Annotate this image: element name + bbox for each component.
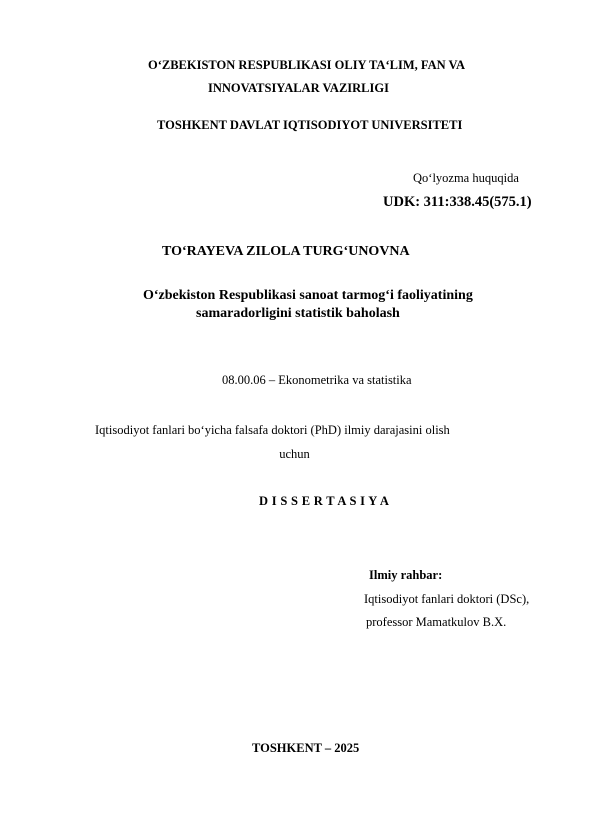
university-name: TOSHKENT DAVLAT IQTISODIYOT UNIVERSITETI: [157, 118, 463, 132]
ministry-line-1: O‘ZBEKISTON RESPUBLIKASI OLIY TA‘LIM, FAN VA: [148, 58, 465, 72]
degree-line-2: uchun: [279, 447, 310, 461]
udk-code: UDK: 311:338.45(575.1): [383, 194, 532, 210]
supervisor-name: professor Mamatkulov B.X.: [366, 615, 507, 629]
degree-line-1: Iqtisodiyot fanlari bo‘yicha falsafa doktori (PhD) ilmiy darajasini olish: [95, 423, 450, 437]
author-name: TO‘RAYEVA ZILOLA TURG‘UNOVNA: [162, 244, 410, 259]
supervisor-label: Ilmiy rahbar:: [369, 568, 443, 582]
document-type: D I S S E R T A S I Y A: [259, 494, 390, 508]
manuscript-rights: Qo‘lyozma huquqida: [413, 171, 519, 185]
dissertation-title-line-1: O‘zbekiston Respublikasi sanoat tarmog‘i faoliyatining: [143, 288, 473, 303]
supervisor-degree: Iqtisodiyot fanlari doktori (DSc),: [364, 592, 530, 606]
specialty: 08.00.06 – Ekonometrika va statistika: [222, 373, 412, 387]
dissertation-title-line-2: samaradorligini statistik baholash: [196, 306, 400, 321]
ministry-line-2: INNOVATSIYALAR VAZIRLIGI: [208, 81, 389, 95]
city-year: TOSHKENT – 2025: [252, 741, 360, 755]
